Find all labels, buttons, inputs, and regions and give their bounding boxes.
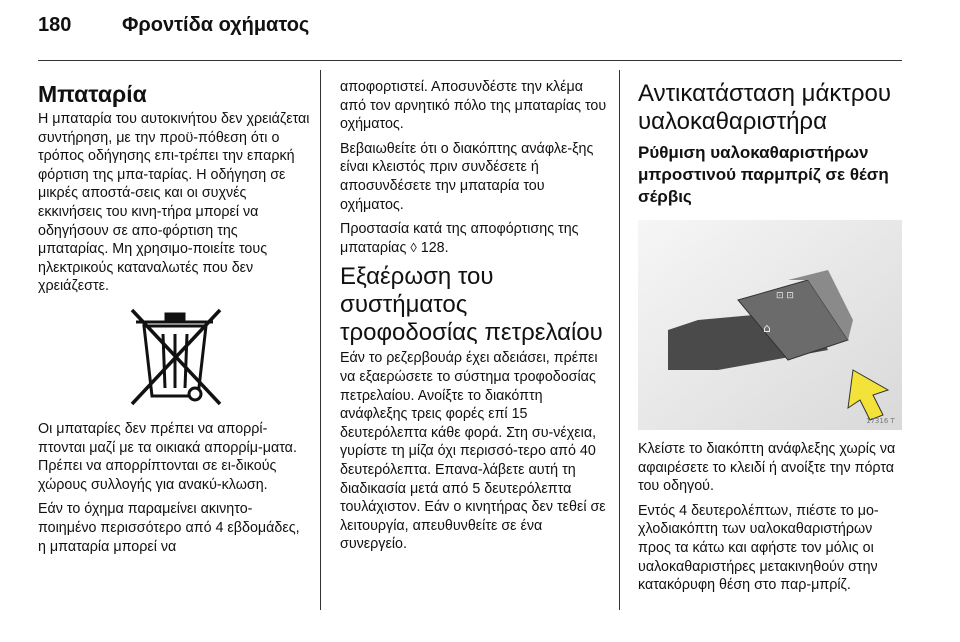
cross-ref-arrow-icon: ◊ — [410, 239, 417, 255]
wiper-stalk-figure — [638, 220, 902, 430]
cross-ref-text: Προστασία κατά της αποφόρτισης της μπαταρίας — [340, 221, 579, 256]
fuel-bleed-para: Εάν το ρεζερβουάρ έχει αδειάσει, πρέπει να εξαερώσετε το σύστημα τροφοδοσίας πετρελαίου. Ανοίξτε το διακόπτη ανάφλεξης τρεις φορές επί 15 δευτερόλεπτα κάθε φορά. Στη συ-νέχεια, γυρίστε τη μίζα όχι περισσό-τερο από 40 δευτερόλεπτα. Επανα-λάβετε αυτή τη διαδικασία μετά από 5 δευτερόλεπτα τουλάχιστον. Εάν ο κινητήρας δεν τεθεί σε λειτουργία, απευθυνθείτε σε ένα συνεργείο. — [340, 350, 606, 553]
wiper-para-1: Κλείστε το διακόπτη ανάφλεξης χωρίς να αφαιρέσετε το κλειδί ή ανοίξτε την πόρτα του οδηγού. — [638, 441, 896, 495]
battery-para-3: Εάν το όχημα παραμείνει ακινητο-ποιημένο περισσότερο από 4 εβδομάδες, η μπαταρία μπορεί να — [38, 501, 300, 555]
battery-heading: Μπαταρία — [38, 81, 147, 107]
battery-para-4: αποφορτιστεί. Αποσυνδέστε την κλέμα από τον αρνητικό πόλο της μπαταρίας του οχήματος. — [340, 79, 607, 133]
wiper-stalk-illustration — [638, 220, 902, 430]
column-divider-2 — [619, 70, 620, 610]
svg-text:⌂: ⌂ — [763, 321, 771, 335]
wiper-heading: Αντικατάσταση μάκτρου υαλοκαθαριστήρα — [638, 80, 891, 135]
battery-para-2: Οι μπαταρίες δεν πρέπει να απορρί-πτονται μαζί με τα οικιακά απορρίμ-ματα. Πρέπει να απορρίπτονται σε ει-δικούς χώρους συλλογής για ανακύ-κλωση. — [38, 420, 297, 493]
cross-ref-page: 128. — [420, 239, 449, 256]
column-1 — [38, 78, 310, 562]
battery-para-6 — [340, 220, 608, 257]
wiper-subheading: Ρύθμιση υαλοκαθαριστήρων μπροστινού παρμπρίζ σε θέση σέρβις — [638, 143, 889, 206]
page-number: 180 — [38, 14, 72, 36]
chapter-title: Φροντίδα οχήματος — [122, 14, 310, 36]
wiper-para-2: Εντός 4 δευτερολέπτων, πιέστε το μο-χλοδιακόπτη των υαλοκαθαριστήρων προς τα κάτω και αφήστε τον μόλις οι υαλοκαθαριστήρες μετακινηθούν στην κατακόρυφη θέση στο παρ-μπρίζ. — [638, 502, 879, 594]
column-3 — [638, 78, 902, 601]
crossed-bin-icon — [38, 304, 310, 408]
battery-para-5: Βεβαιωθείτε ότι ο διακόπτης ανάφλε-ξης είναι κλειστός πριν συνδέσετε ή αποσυνδέσετε την μπαταρία του οχήματος. — [340, 140, 594, 213]
figure-label: 17316 T — [866, 417, 895, 425]
fuel-bleed-heading: Εξαέρωση του συστήματος τροφοδοσίας πετρελαίου — [340, 263, 603, 347]
svg-text:⊡ ⊡: ⊡ ⊡ — [776, 291, 794, 301]
header-rule — [38, 60, 902, 61]
battery-para-1: Η μπαταρία του αυτοκινήτου δεν χρειάζεται συντήρηση, με την προϋ-πόθεση ότι ο τρόπος οδήγησης επι-τρέπει την επαρκή φόρτιση της μπα-ταρίας. Η οδήγηση σε μικρές αποστά-σεις και οι συχνές εκκινήσεις του κινη-τήρα μπορεί να οδηγήσουν σε απο-φόρτιση της μπαταρίας. Μη χρησιμο-ποιείτε τους ηλεκτρικούς καταναλωτές που δεν χρειάζεστε. — [38, 111, 310, 295]
weee-bin-symbol — [38, 304, 310, 408]
column-divider-1 — [320, 70, 321, 610]
column-2 — [340, 78, 608, 560]
